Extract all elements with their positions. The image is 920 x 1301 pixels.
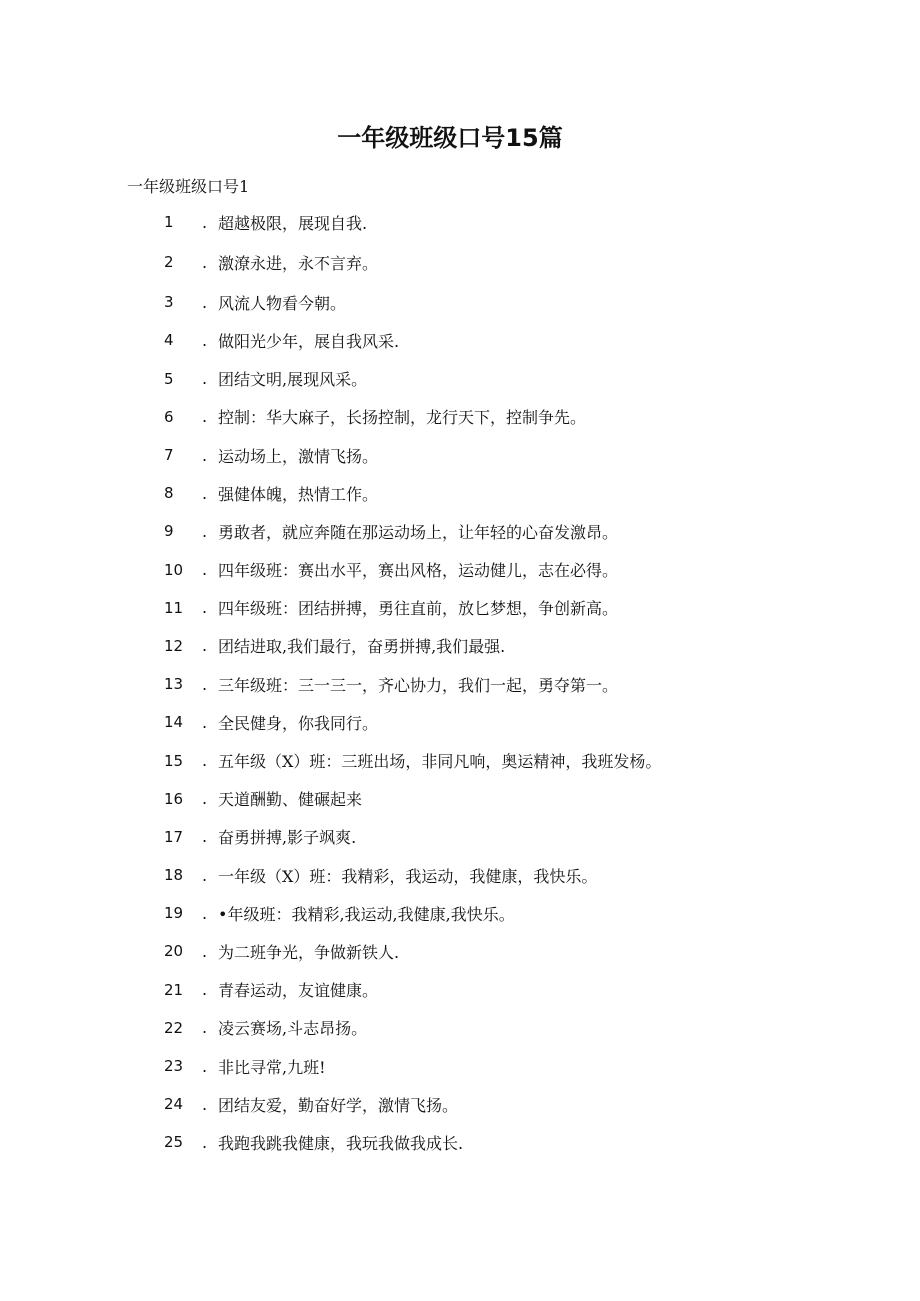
list-item-text: 强健体魄，热情工作。 — [218, 484, 379, 504]
list-item-text: 四年级班：赛出水平，赛出风格，运动健儿，志在必得。 — [218, 561, 619, 581]
list-item — [0, 818, 920, 856]
list-item-text: 控制：华大麻子，长扬控制，龙行天下，控制争先。 — [218, 408, 587, 428]
list-item-separator: . — [202, 751, 208, 771]
list-item-text: 奋勇拼搏,影子飒爽. — [218, 828, 357, 848]
list-item-text: 我跑我跳我健康，我玩我做我成长. — [218, 1133, 464, 1153]
list-item-number: 3 — [164, 293, 174, 312]
list-item-number: 12 — [164, 636, 184, 655]
list-item-text: 运动场上，激情飞扬。 — [218, 446, 379, 466]
list-item-number: 22 — [164, 1018, 184, 1037]
list-item — [0, 780, 920, 818]
list-item — [0, 321, 920, 359]
list-item-separator: . — [202, 1018, 208, 1038]
list-item-text: 激潦永进，永不言弃。 — [218, 253, 379, 273]
list-item-separator: . — [202, 1056, 208, 1076]
list-item — [0, 436, 920, 474]
list-item-separator: . — [202, 789, 208, 809]
list-item-number: 24 — [164, 1095, 184, 1114]
list-item — [0, 932, 920, 970]
list-item-number: 15 — [164, 751, 184, 770]
section-heading: 一年级班级口号1 — [127, 177, 250, 196]
list-item-text: 五年级（X）班：三班出场，非同凡响，奥运精神，我班发杨。 — [218, 752, 662, 772]
list-item-separator: . — [202, 903, 208, 923]
list-item-number: 4 — [164, 331, 174, 350]
list-item-number: 7 — [164, 446, 174, 465]
list-item — [0, 1047, 920, 1085]
list-item-number: 10 — [164, 560, 184, 579]
list-item-number: 1 — [164, 213, 174, 232]
list-item-separator: . — [202, 1094, 208, 1114]
list-item-text: 团结进取,我们最行，奋勇拼搏,我们最强. — [218, 637, 506, 657]
list-item-number: 13 — [164, 675, 184, 694]
list-item — [0, 551, 920, 589]
list-item-separator: . — [202, 445, 208, 465]
list-item-separator: . — [202, 827, 208, 847]
list-item-number: 8 — [164, 484, 174, 503]
list-item — [0, 398, 920, 436]
list-item-text: 凌云赛场,斗志昂扬。 — [218, 1019, 368, 1039]
list-item-text: 超越极限，展现自我. — [218, 213, 368, 233]
list-item — [0, 360, 920, 398]
list-item-text: 青春运动，友谊健康。 — [218, 981, 379, 1001]
list-item — [0, 703, 920, 741]
list-item — [0, 241, 920, 283]
list-item-text: 天道酬勤、健碾起来 — [218, 790, 363, 810]
list-item-number: 23 — [164, 1057, 184, 1076]
list-item-separator: . — [202, 330, 208, 350]
list-item-separator: . — [202, 369, 208, 389]
list-item-number: 21 — [164, 980, 184, 999]
list-item-separator: . — [202, 560, 208, 580]
list-item-text: •年级班：我精彩,我运动,我健康,我快乐。 — [218, 904, 515, 924]
list-item-text: 团结文明,展现风采。 — [218, 370, 368, 390]
list-item-separator: . — [202, 292, 208, 312]
list-item-separator: . — [202, 674, 208, 694]
document-title: 一年级班级口号15篇 — [337, 124, 563, 152]
list-item-number: 11 — [164, 598, 184, 617]
list-item-text: 四年级班：团结拼搏，勇往直前，放匕梦想，争创新高。 — [218, 599, 619, 619]
list-item-text: 非比寻常,九班! — [218, 1057, 326, 1077]
list-item-separator: . — [202, 712, 208, 732]
list-item-separator: . — [202, 980, 208, 1000]
list-item-separator: . — [202, 521, 208, 541]
list-item-number: 6 — [164, 407, 174, 426]
list-item — [0, 627, 920, 665]
list-item — [0, 1123, 920, 1161]
list-item-number: 20 — [164, 942, 184, 961]
list-item-text: 做阳光少年，展自我风采. — [218, 331, 400, 351]
list-item — [0, 665, 920, 703]
list-item-number: 5 — [164, 369, 174, 388]
list-item — [0, 1085, 920, 1123]
list-item-separator: . — [202, 252, 208, 272]
list-item-number: 18 — [164, 866, 184, 885]
list-item-text: 勇敢者，就应奔随在那运动场上，让年轻的心奋发激昂。 — [218, 522, 619, 542]
list-item-text: 全民健身，你我同行。 — [218, 713, 379, 733]
list-item-separator: . — [202, 941, 208, 961]
list-item — [0, 512, 920, 550]
list-item-number: 14 — [164, 713, 184, 732]
list-item — [0, 971, 920, 1009]
list-item-number: 2 — [164, 253, 174, 272]
list-item — [0, 894, 920, 932]
list-item — [0, 203, 920, 241]
list-item-separator: . — [202, 598, 208, 618]
list-item-separator: . — [202, 483, 208, 503]
list-item-separator: . — [202, 636, 208, 656]
list-item — [0, 741, 920, 779]
list-item — [0, 589, 920, 627]
list-item-number: 9 — [164, 522, 174, 541]
list-item — [0, 474, 920, 512]
list-item-number: 25 — [164, 1133, 184, 1152]
list-item-number: 16 — [164, 789, 184, 808]
list-item-text: 团结友爱，勤奋好学，激情飞扬。 — [218, 1095, 459, 1115]
list-item-number: 19 — [164, 904, 184, 923]
list-item-text: 三年级班：三一三一，齐心协力，我们一起，勇夺第一。 — [218, 675, 619, 695]
list-item-text: 为二班争光，争做新铁人. — [218, 942, 400, 962]
list-item — [0, 1009, 920, 1047]
list-item-separator: . — [202, 212, 208, 232]
list-item-separator: . — [202, 407, 208, 427]
list-item — [0, 283, 920, 321]
list-item-number: 17 — [164, 827, 184, 846]
list-item-text: 风流人物看今朝。 — [218, 293, 347, 313]
list-item — [0, 856, 920, 894]
list-item-text: 一年级（X）班：我精彩，我运动，我健康，我快乐。 — [218, 866, 598, 886]
list-item-separator: . — [202, 1132, 208, 1152]
slogan-list — [0, 203, 920, 1162]
list-item-separator: . — [202, 865, 208, 885]
